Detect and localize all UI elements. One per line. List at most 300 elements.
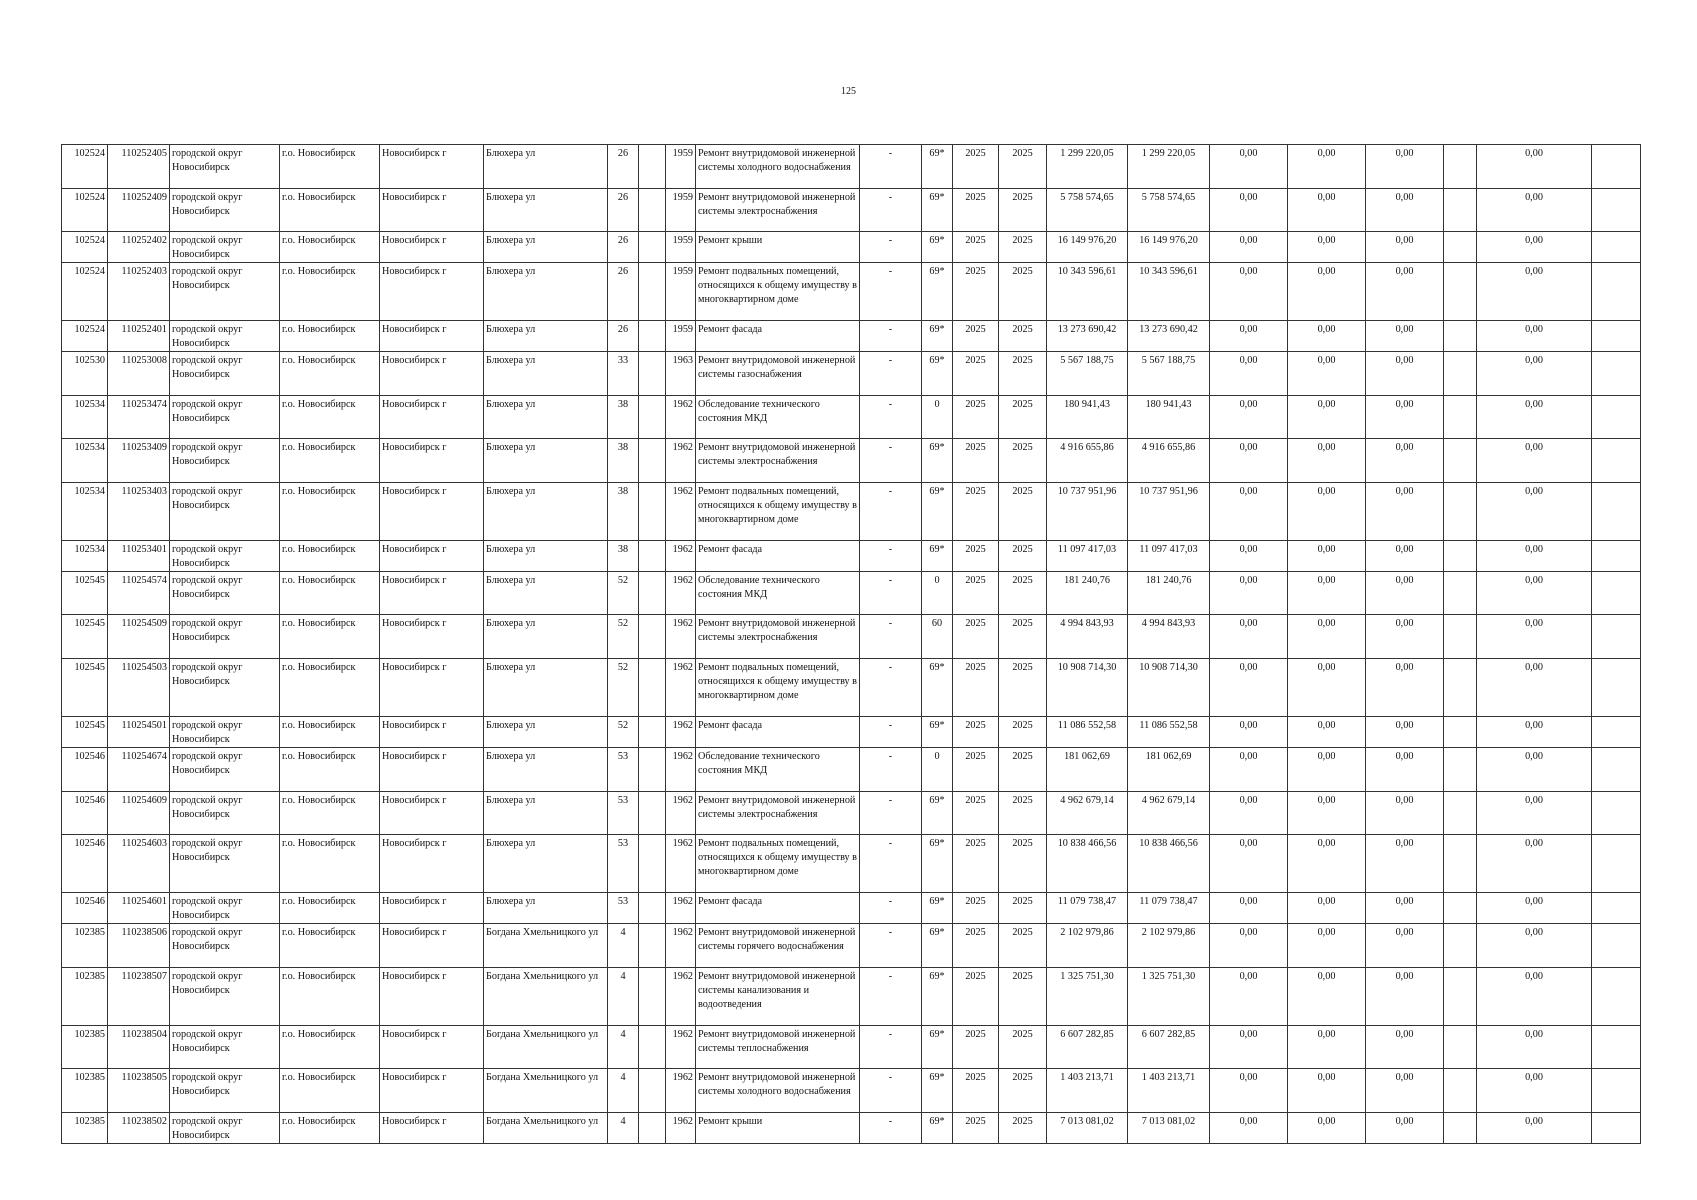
build-year-cell: 1962 [666, 1026, 696, 1069]
budget-cost-3-cell: 0,00 [1366, 321, 1444, 352]
budget-cost-3-cell: 0,00 [1366, 189, 1444, 232]
budget-cost-1-cell: 0,00 [1210, 572, 1288, 615]
owners-cost-cell: 0,00 [1477, 572, 1592, 615]
locality-cell: Новосибирск г [380, 232, 484, 263]
street-cell: Богдана Хмельницкого ул [484, 1069, 608, 1113]
plan-year-start-cell: 2025 [953, 189, 999, 232]
work-type-cell: Ремонт внутридомовой инженерной системы горячего водоснабжения [696, 924, 860, 968]
extra-cell-cell [1444, 792, 1477, 835]
building-number-cell [639, 321, 666, 352]
settlement-cell: г.о. Новосибирск [280, 321, 380, 352]
table-row [62, 792, 1641, 835]
build-year-cell: 1962 [666, 396, 696, 439]
object-code-cell: 110252405 [108, 145, 170, 189]
settlement-cell: г.о. Новосибирск [280, 1069, 380, 1113]
extra-cell-cell [1444, 321, 1477, 352]
total-cost-cell: 10 737 951,96 [1047, 483, 1128, 541]
fund-cost-cell: 10 838 466,56 [1128, 835, 1210, 893]
budget-cost-3-cell: 0,00 [1366, 748, 1444, 792]
plan-year-start-cell: 2025 [953, 396, 999, 439]
marker-cell: - [860, 717, 922, 748]
note-cell-cell [1592, 1069, 1641, 1113]
table-row [62, 659, 1641, 717]
fund-cost-cell: 5 758 574,65 [1128, 189, 1210, 232]
extra-cell-cell [1444, 232, 1477, 263]
table-row [62, 541, 1641, 572]
locality-cell: Новосибирск г [380, 659, 484, 717]
note-cell-cell [1592, 717, 1641, 748]
building-number-cell [639, 396, 666, 439]
locality-cell: Новосибирск г [380, 893, 484, 924]
plan-year-end-cell: 2025 [999, 1113, 1047, 1144]
settlement-cell: г.о. Новосибирск [280, 659, 380, 717]
fund-cost-cell: 6 607 282,85 [1128, 1026, 1210, 1069]
street-cell: Блюхера ул [484, 396, 608, 439]
budget-cost-2-cell: 0,00 [1288, 145, 1366, 189]
budget-cost-1-cell: 0,00 [1210, 717, 1288, 748]
municipality-cell: городской округ Новосибирск [170, 439, 280, 483]
budget-cost-3-cell: 0,00 [1366, 483, 1444, 541]
house-number-cell: 4 [608, 1113, 639, 1144]
budget-cost-2-cell: 0,00 [1288, 792, 1366, 835]
build-year-cell: 1959 [666, 321, 696, 352]
build-year-cell: 1963 [666, 352, 696, 396]
owners-cost-cell: 0,00 [1477, 924, 1592, 968]
budget-cost-3-cell: 0,00 [1366, 1113, 1444, 1144]
note-cell-cell [1592, 792, 1641, 835]
plan-year-start-cell: 2025 [953, 352, 999, 396]
build-year-cell: 1959 [666, 232, 696, 263]
marker-cell: - [860, 659, 922, 717]
work-type-cell: Ремонт фасада [696, 893, 860, 924]
house-number-cell: 53 [608, 792, 639, 835]
locality-cell: Новосибирск г [380, 748, 484, 792]
total-cost-cell: 11 079 738,47 [1047, 893, 1128, 924]
fund-cost-cell: 180 941,43 [1128, 396, 1210, 439]
total-cost-cell: 4 916 655,86 [1047, 439, 1128, 483]
plan-year-end-cell: 2025 [999, 321, 1047, 352]
plan-year-start-cell: 2025 [953, 924, 999, 968]
table-body [62, 145, 1641, 1144]
owners-cost-cell: 0,00 [1477, 439, 1592, 483]
building-number-cell [639, 792, 666, 835]
note-cell-cell [1592, 659, 1641, 717]
total-cost-cell: 10 343 596,61 [1047, 263, 1128, 321]
house-number-cell: 26 [608, 145, 639, 189]
note-cell-cell [1592, 352, 1641, 396]
settlement-cell: г.о. Новосибирск [280, 924, 380, 968]
object-code-cell: 110254601 [108, 893, 170, 924]
row-id-cell: 102385 [62, 968, 108, 1026]
plan-year-end-cell: 2025 [999, 1069, 1047, 1113]
note-cell-cell [1592, 189, 1641, 232]
budget-cost-2-cell: 0,00 [1288, 352, 1366, 396]
owners-cost-cell: 0,00 [1477, 541, 1592, 572]
object-code-cell: 110254603 [108, 835, 170, 893]
municipality-cell: городской округ Новосибирск [170, 1026, 280, 1069]
work-type-cell: Ремонт внутридомовой инженерной системы электроснабжения [696, 615, 860, 659]
wear-percent-cell: 0 [922, 572, 953, 615]
fund-cost-cell: 4 962 679,14 [1128, 792, 1210, 835]
object-code-cell: 110238507 [108, 968, 170, 1026]
settlement-cell: г.о. Новосибирск [280, 396, 380, 439]
owners-cost-cell: 0,00 [1477, 1113, 1592, 1144]
work-type-cell: Ремонт внутридомовой инженерной системы канализования и водоотведения [696, 968, 860, 1026]
building-number-cell [639, 145, 666, 189]
wear-percent-cell: 69* [922, 659, 953, 717]
work-type-cell: Ремонт внутридомовой инженерной системы теплоснабжения [696, 1026, 860, 1069]
build-year-cell: 1962 [666, 1069, 696, 1113]
total-cost-cell: 1 403 213,71 [1047, 1069, 1128, 1113]
table-row [62, 232, 1641, 263]
build-year-cell: 1962 [666, 572, 696, 615]
row-id-cell: 102530 [62, 352, 108, 396]
plan-year-start-cell: 2025 [953, 659, 999, 717]
capital-repair-table [61, 144, 1641, 1144]
fund-cost-cell: 2 102 979,86 [1128, 924, 1210, 968]
settlement-cell: г.о. Новосибирск [280, 748, 380, 792]
plan-year-end-cell: 2025 [999, 968, 1047, 1026]
budget-cost-2-cell: 0,00 [1288, 968, 1366, 1026]
locality-cell: Новосибирск г [380, 189, 484, 232]
note-cell-cell [1592, 145, 1641, 189]
owners-cost-cell: 0,00 [1477, 321, 1592, 352]
owners-cost-cell: 0,00 [1477, 396, 1592, 439]
budget-cost-1-cell: 0,00 [1210, 924, 1288, 968]
budget-cost-1-cell: 0,00 [1210, 396, 1288, 439]
plan-year-start-cell: 2025 [953, 1113, 999, 1144]
build-year-cell: 1959 [666, 263, 696, 321]
municipality-cell: городской округ Новосибирск [170, 541, 280, 572]
plan-year-end-cell: 2025 [999, 189, 1047, 232]
wear-percent-cell: 69* [922, 263, 953, 321]
object-code-cell: 110253401 [108, 541, 170, 572]
locality-cell: Новосибирск г [380, 1069, 484, 1113]
locality-cell: Новосибирск г [380, 1113, 484, 1144]
row-id-cell: 102534 [62, 439, 108, 483]
table-row [62, 1069, 1641, 1113]
owners-cost-cell: 0,00 [1477, 189, 1592, 232]
object-code-cell: 110253474 [108, 396, 170, 439]
locality-cell: Новосибирск г [380, 145, 484, 189]
work-type-cell: Ремонт подвальных помещений, относящихся к общему имуществу в многоквартирном доме [696, 483, 860, 541]
total-cost-cell: 10 908 714,30 [1047, 659, 1128, 717]
marker-cell: - [860, 1113, 922, 1144]
total-cost-cell: 5 567 188,75 [1047, 352, 1128, 396]
wear-percent-cell: 69* [922, 189, 953, 232]
budget-cost-3-cell: 0,00 [1366, 396, 1444, 439]
settlement-cell: г.о. Новосибирск [280, 483, 380, 541]
object-code-cell: 110254609 [108, 792, 170, 835]
street-cell: Блюхера ул [484, 483, 608, 541]
budget-cost-2-cell: 0,00 [1288, 717, 1366, 748]
settlement-cell: г.о. Новосибирск [280, 145, 380, 189]
owners-cost-cell: 0,00 [1477, 893, 1592, 924]
settlement-cell: г.о. Новосибирск [280, 835, 380, 893]
budget-cost-2-cell: 0,00 [1288, 659, 1366, 717]
plan-year-start-cell: 2025 [953, 439, 999, 483]
settlement-cell: г.о. Новосибирск [280, 792, 380, 835]
settlement-cell: г.о. Новосибирск [280, 717, 380, 748]
extra-cell-cell [1444, 968, 1477, 1026]
total-cost-cell: 4 994 843,93 [1047, 615, 1128, 659]
fund-cost-cell: 1 325 751,30 [1128, 968, 1210, 1026]
marker-cell: - [860, 893, 922, 924]
budget-cost-1-cell: 0,00 [1210, 615, 1288, 659]
street-cell: Блюхера ул [484, 232, 608, 263]
marker-cell: - [860, 572, 922, 615]
street-cell: Богдана Хмельницкого ул [484, 924, 608, 968]
row-id-cell: 102385 [62, 1069, 108, 1113]
total-cost-cell: 1 299 220,05 [1047, 145, 1128, 189]
object-code-cell: 110254509 [108, 615, 170, 659]
house-number-cell: 53 [608, 893, 639, 924]
budget-cost-3-cell: 0,00 [1366, 615, 1444, 659]
budget-cost-3-cell: 0,00 [1366, 439, 1444, 483]
note-cell-cell [1592, 924, 1641, 968]
budget-cost-2-cell: 0,00 [1288, 1026, 1366, 1069]
locality-cell: Новосибирск г [380, 263, 484, 321]
building-number-cell [639, 1026, 666, 1069]
note-cell-cell [1592, 439, 1641, 483]
house-number-cell: 38 [608, 439, 639, 483]
object-code-cell: 110252403 [108, 263, 170, 321]
plan-year-start-cell: 2025 [953, 893, 999, 924]
plan-year-end-cell: 2025 [999, 483, 1047, 541]
fund-cost-cell: 10 737 951,96 [1128, 483, 1210, 541]
work-type-cell: Ремонт внутридомовой инженерной системы газоснабжения [696, 352, 860, 396]
municipality-cell: городской округ Новосибирск [170, 924, 280, 968]
municipality-cell: городской округ Новосибирск [170, 189, 280, 232]
row-id-cell: 102546 [62, 792, 108, 835]
budget-cost-1-cell: 0,00 [1210, 1026, 1288, 1069]
settlement-cell: г.о. Новосибирск [280, 968, 380, 1026]
note-cell-cell [1592, 615, 1641, 659]
budget-cost-2-cell: 0,00 [1288, 189, 1366, 232]
street-cell: Блюхера ул [484, 145, 608, 189]
budget-cost-2-cell: 0,00 [1288, 1113, 1366, 1144]
table-row [62, 352, 1641, 396]
object-code-cell: 110238504 [108, 1026, 170, 1069]
municipality-cell: городской округ Новосибирск [170, 145, 280, 189]
house-number-cell: 4 [608, 1026, 639, 1069]
street-cell: Блюхера ул [484, 835, 608, 893]
fund-cost-cell: 11 079 738,47 [1128, 893, 1210, 924]
budget-cost-3-cell: 0,00 [1366, 924, 1444, 968]
plan-year-end-cell: 2025 [999, 541, 1047, 572]
locality-cell: Новосибирск г [380, 717, 484, 748]
budget-cost-3-cell: 0,00 [1366, 1026, 1444, 1069]
house-number-cell: 26 [608, 189, 639, 232]
work-type-cell: Ремонт подвальных помещений, относящихся к общему имуществу в многоквартирном доме [696, 263, 860, 321]
budget-cost-2-cell: 0,00 [1288, 439, 1366, 483]
budget-cost-3-cell: 0,00 [1366, 572, 1444, 615]
total-cost-cell: 4 962 679,14 [1047, 792, 1128, 835]
budget-cost-2-cell: 0,00 [1288, 835, 1366, 893]
plan-year-end-cell: 2025 [999, 439, 1047, 483]
fund-cost-cell: 4 994 843,93 [1128, 615, 1210, 659]
budget-cost-2-cell: 0,00 [1288, 748, 1366, 792]
object-code-cell: 110254674 [108, 748, 170, 792]
municipality-cell: городской округ Новосибирск [170, 232, 280, 263]
table-row [62, 835, 1641, 893]
budget-cost-3-cell: 0,00 [1366, 1069, 1444, 1113]
budget-cost-3-cell: 0,00 [1366, 893, 1444, 924]
building-number-cell [639, 717, 666, 748]
house-number-cell: 52 [608, 615, 639, 659]
municipality-cell: городской округ Новосибирск [170, 1069, 280, 1113]
budget-cost-1-cell: 0,00 [1210, 1069, 1288, 1113]
owners-cost-cell: 0,00 [1477, 748, 1592, 792]
row-id-cell: 102534 [62, 483, 108, 541]
wear-percent-cell: 69* [922, 1026, 953, 1069]
settlement-cell: г.о. Новосибирск [280, 615, 380, 659]
owners-cost-cell: 0,00 [1477, 615, 1592, 659]
row-id-cell: 102385 [62, 1113, 108, 1144]
marker-cell: - [860, 232, 922, 263]
table-row [62, 396, 1641, 439]
note-cell-cell [1592, 968, 1641, 1026]
house-number-cell: 53 [608, 835, 639, 893]
extra-cell-cell [1444, 1113, 1477, 1144]
budget-cost-3-cell: 0,00 [1366, 835, 1444, 893]
plan-year-start-cell: 2025 [953, 572, 999, 615]
table-row [62, 748, 1641, 792]
house-number-cell: 38 [608, 483, 639, 541]
plan-year-start-cell: 2025 [953, 792, 999, 835]
municipality-cell: городской округ Новосибирск [170, 835, 280, 893]
work-type-cell: Ремонт крыши [696, 1113, 860, 1144]
extra-cell-cell [1444, 572, 1477, 615]
note-cell-cell [1592, 263, 1641, 321]
budget-cost-2-cell: 0,00 [1288, 893, 1366, 924]
work-type-cell: Обследование технического состояния МКД [696, 748, 860, 792]
budget-cost-1-cell: 0,00 [1210, 352, 1288, 396]
budget-cost-1-cell: 0,00 [1210, 1113, 1288, 1144]
total-cost-cell: 13 273 690,42 [1047, 321, 1128, 352]
budget-cost-2-cell: 0,00 [1288, 232, 1366, 263]
extra-cell-cell [1444, 439, 1477, 483]
budget-cost-2-cell: 0,00 [1288, 924, 1366, 968]
house-number-cell: 52 [608, 572, 639, 615]
budget-cost-2-cell: 0,00 [1288, 572, 1366, 615]
municipality-cell: городской округ Новосибирск [170, 659, 280, 717]
building-number-cell [639, 352, 666, 396]
plan-year-end-cell: 2025 [999, 1026, 1047, 1069]
build-year-cell: 1962 [666, 615, 696, 659]
plan-year-start-cell: 2025 [953, 615, 999, 659]
plan-year-start-cell: 2025 [953, 263, 999, 321]
note-cell-cell [1592, 835, 1641, 893]
table-row [62, 968, 1641, 1026]
house-number-cell: 26 [608, 263, 639, 321]
street-cell: Богдана Хмельницкого ул [484, 1026, 608, 1069]
fund-cost-cell: 13 273 690,42 [1128, 321, 1210, 352]
budget-cost-1-cell: 0,00 [1210, 232, 1288, 263]
object-code-cell: 110253409 [108, 439, 170, 483]
build-year-cell: 1962 [666, 968, 696, 1026]
budget-cost-3-cell: 0,00 [1366, 232, 1444, 263]
locality-cell: Новосибирск г [380, 321, 484, 352]
plan-year-start-cell: 2025 [953, 748, 999, 792]
row-id-cell: 102385 [62, 1026, 108, 1069]
wear-percent-cell: 69* [922, 792, 953, 835]
build-year-cell: 1962 [666, 483, 696, 541]
locality-cell: Новосибирск г [380, 924, 484, 968]
house-number-cell: 52 [608, 659, 639, 717]
owners-cost-cell: 0,00 [1477, 145, 1592, 189]
wear-percent-cell: 60 [922, 615, 953, 659]
marker-cell: - [860, 396, 922, 439]
row-id-cell: 102534 [62, 396, 108, 439]
build-year-cell: 1962 [666, 541, 696, 572]
note-cell-cell [1592, 321, 1641, 352]
fund-cost-cell: 7 013 081,02 [1128, 1113, 1210, 1144]
marker-cell: - [860, 615, 922, 659]
owners-cost-cell: 0,00 [1477, 483, 1592, 541]
wear-percent-cell: 69* [922, 1113, 953, 1144]
budget-cost-3-cell: 0,00 [1366, 352, 1444, 396]
building-number-cell [639, 1069, 666, 1113]
object-code-cell: 110238505 [108, 1069, 170, 1113]
street-cell: Блюхера ул [484, 792, 608, 835]
work-type-cell: Обследование технического состояния МКД [696, 396, 860, 439]
note-cell-cell [1592, 893, 1641, 924]
building-number-cell [639, 893, 666, 924]
build-year-cell: 1962 [666, 1113, 696, 1144]
owners-cost-cell: 0,00 [1477, 792, 1592, 835]
owners-cost-cell: 0,00 [1477, 232, 1592, 263]
marker-cell: - [860, 792, 922, 835]
building-number-cell [639, 572, 666, 615]
fund-cost-cell: 181 240,76 [1128, 572, 1210, 615]
work-type-cell: Ремонт фасада [696, 321, 860, 352]
plan-year-start-cell: 2025 [953, 1069, 999, 1113]
extra-cell-cell [1444, 924, 1477, 968]
budget-cost-3-cell: 0,00 [1366, 968, 1444, 1026]
total-cost-cell: 16 149 976,20 [1047, 232, 1128, 263]
row-id-cell: 102524 [62, 321, 108, 352]
table-row [62, 572, 1641, 615]
table-row [62, 189, 1641, 232]
locality-cell: Новосибирск г [380, 352, 484, 396]
municipality-cell: городской округ Новосибирск [170, 352, 280, 396]
note-cell-cell [1592, 1113, 1641, 1144]
building-number-cell [639, 263, 666, 321]
fund-cost-cell: 4 916 655,86 [1128, 439, 1210, 483]
house-number-cell: 52 [608, 717, 639, 748]
fund-cost-cell: 10 343 596,61 [1128, 263, 1210, 321]
building-number-cell [639, 1113, 666, 1144]
row-id-cell: 102545 [62, 659, 108, 717]
budget-cost-3-cell: 0,00 [1366, 659, 1444, 717]
street-cell: Богдана Хмельницкого ул [484, 1113, 608, 1144]
building-number-cell [639, 748, 666, 792]
wear-percent-cell: 69* [922, 145, 953, 189]
table-row [62, 1113, 1641, 1144]
build-year-cell: 1962 [666, 893, 696, 924]
locality-cell: Новосибирск г [380, 615, 484, 659]
work-type-cell: Ремонт внутридомовой инженерной системы электроснабжения [696, 792, 860, 835]
locality-cell: Новосибирск г [380, 396, 484, 439]
marker-cell: - [860, 352, 922, 396]
marker-cell: - [860, 263, 922, 321]
fund-cost-cell: 11 086 552,58 [1128, 717, 1210, 748]
plan-year-start-cell: 2025 [953, 145, 999, 189]
building-number-cell [639, 835, 666, 893]
row-id-cell: 102545 [62, 572, 108, 615]
extra-cell-cell [1444, 1026, 1477, 1069]
